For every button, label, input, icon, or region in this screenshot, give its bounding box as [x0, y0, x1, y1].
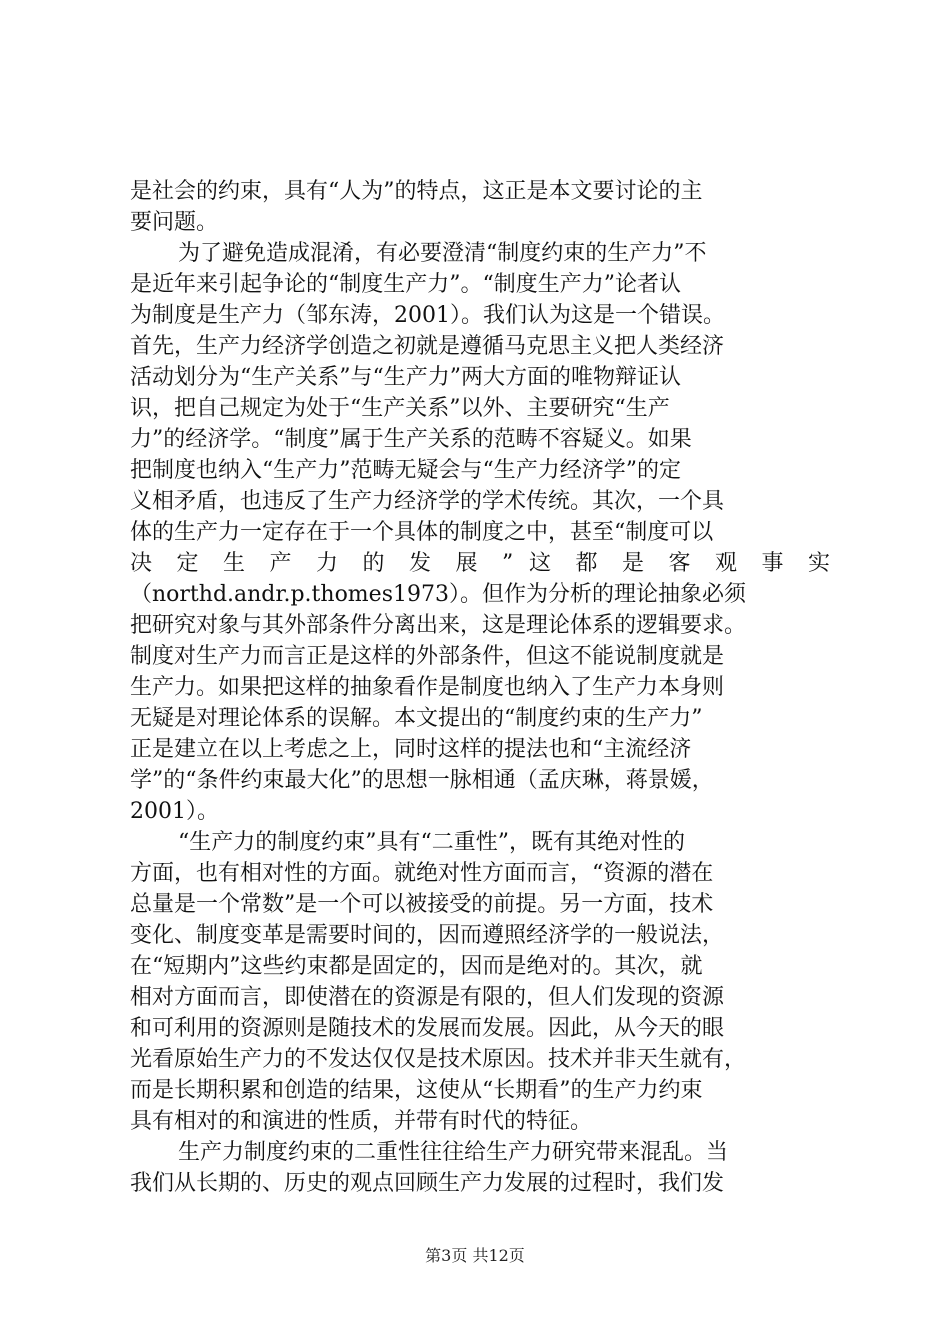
text-line: 力”的经济学。“制度”属于生产关系的范畴不容疑义。如果	[130, 427, 692, 452]
body-text	[130, 176, 830, 1199]
text-line: 2001）。	[130, 799, 219, 824]
text-line: 而是长期积累和创造的结果，这使从“长期看”的生产力约束	[130, 1078, 703, 1103]
text-line: 具有相对的和演进的性质，并带有时代的特征。	[130, 1109, 593, 1134]
text-line: 生产力制度约束的二重性往往给生产力研究带来混乱。当	[178, 1140, 729, 1165]
text-line: 变化、制度变革是需要时间的，因而遵照经济学的一般说法，	[130, 923, 725, 948]
text-line: 义相矛盾，也违反了生产力经济学的学术传统。其次，一个具	[130, 489, 725, 514]
text-line: 相对方面而言，即使潜在的资源是有限的，但人们发现的资源	[130, 985, 725, 1010]
text-line: “生产力的制度约束”具有“二重性”，既有其绝对性的	[178, 830, 685, 855]
text-line: （northd.andr.p.thomes1973）。但作为分析的理论抽象必须	[130, 582, 746, 607]
text-line: 识，把自己规定为处于“生产关系”以外、主要研究“生产	[130, 396, 670, 421]
text-line: 我们从长期的、历史的观点回顾生产力发展的过程时，我们发	[130, 1171, 725, 1196]
text-line: 方面，也有相对性的方面。就绝对性方面而言，“资源的潜在	[130, 861, 714, 886]
text-line: 把制度也纳入“生产力”范畴无疑会与“生产力经济学”的定	[130, 458, 681, 483]
text-line: 正是建立在以上考虑之上，同时这样的提法也和“主流经济	[130, 737, 692, 762]
text-line: 把研究对象与其外部条件分离出来，这是理论体系的逻辑要求。	[130, 613, 747, 638]
text-line: 在“短期内”这些约束都是固定的，因而是绝对的。其次，就	[130, 954, 703, 979]
text-line: 是近年来引起争论的“制度生产力”。“制度生产力”论者认	[130, 272, 681, 297]
text-line: 光看原始生产力的不发达仅仅是技术原因。技术并非天生就有，	[130, 1047, 747, 1072]
text-line: 制度对生产力而言正是这样的外部条件，但这不能说制度就是	[130, 644, 725, 669]
text-line: 无疑是对理论体系的误解。本文提出的“制度约束的生产力”	[130, 706, 703, 731]
text-line: 生产力。如果把这样的抽象看作是制度也纳入了生产力本身则	[130, 675, 725, 700]
text-line: 学”的“条件约束最大化”的思想一脉相通（孟庆琳，蒋景媛，	[130, 768, 714, 793]
text-line: 决 定 生 产 力 的 发 展 ” 这 都 是 客 观 事 实	[130, 551, 830, 576]
text-line: 要问题。	[130, 210, 219, 235]
text-line: 体的生产力一定存在于一个具体的制度之中，甚至“制度可以	[130, 520, 714, 545]
text-line: 是社会的约束，具有“人为”的特点，这正是本文要讨论的主	[130, 179, 703, 204]
page-footer: 第3页 共12页	[425, 1246, 525, 1265]
text-line: 活动划分为“生产关系”与“生产力”两大方面的唯物辩证认	[130, 365, 681, 390]
text-line: 为了避免造成混淆，有必要澄清“制度约束的生产力”不	[178, 241, 707, 266]
text-line: 为制度是生产力（邹东涛，2001）。我们认为这是一个错误。	[130, 303, 725, 328]
text-line: 和可利用的资源则是随技术的发展而发展。因此，从今天的眼	[130, 1016, 725, 1041]
text-line: 总量是一个常数”是一个可以被接受的前提。另一方面，技术	[130, 892, 714, 917]
text-line: 首先，生产力经济学创造之初就是遵循马克思主义把人类经济	[130, 334, 725, 359]
